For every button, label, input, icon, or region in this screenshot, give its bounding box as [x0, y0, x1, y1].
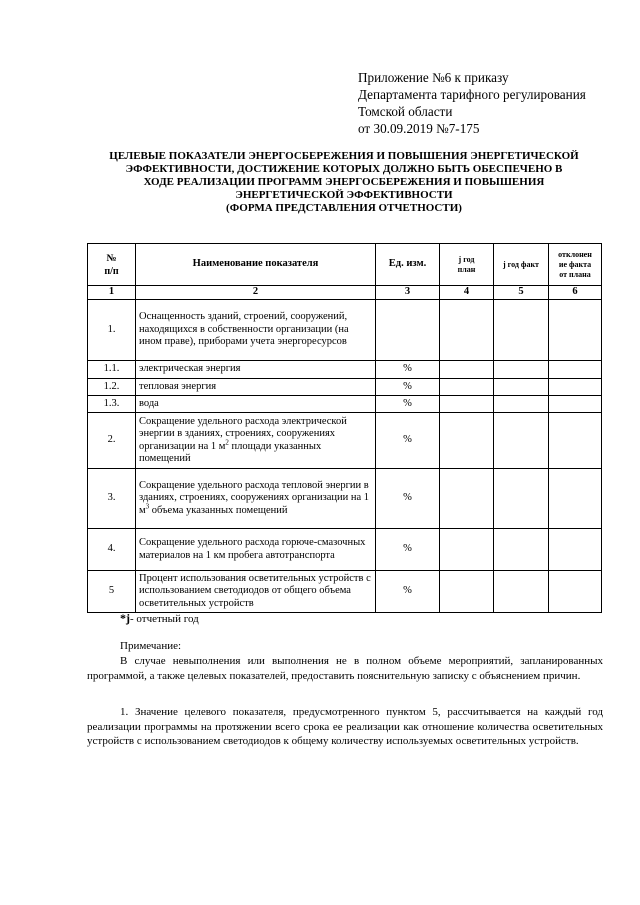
row-number: 1. [88, 300, 136, 361]
appendix-header-line-2: Департамента тарифного регулирования [358, 87, 586, 102]
indicator-name: Оснащенность зданий, строений, сооружений, находящихся в собственности организации (на ином праве), приборами учета энергоресурсов [136, 300, 376, 361]
table-header-row [88, 244, 602, 286]
header-num-line-2: п/п [104, 265, 119, 277]
plan-cell [440, 529, 494, 571]
column-number: 5 [494, 286, 549, 300]
deviation-cell [549, 469, 602, 529]
indicator-unit: % [376, 469, 440, 529]
document-title [80, 150, 608, 215]
header-plan-line-2: план [457, 264, 476, 274]
indicator-name-part: площади указанных помещений [139, 440, 322, 464]
table-row [88, 571, 602, 613]
table-row [88, 469, 602, 529]
table-row [88, 300, 602, 361]
column-number: 3 [376, 286, 440, 300]
row-number: 1.3. [88, 396, 136, 413]
table-row [88, 413, 602, 469]
indicators-table [87, 243, 602, 613]
indicator-unit: % [376, 529, 440, 571]
row-number: 4. [88, 529, 136, 571]
deviation-cell [549, 396, 602, 413]
appendix-header-line-3: Томской области [358, 104, 453, 119]
table-row [88, 379, 602, 396]
header-deviation-line-2: ие факта [558, 259, 592, 269]
row-number: 5 [88, 571, 136, 613]
row-number: 1.2. [88, 379, 136, 396]
footnote-mark: *j [120, 611, 130, 625]
title-line-3: ХОДЕ РЕАЛИЗАЦИИ ПРОГРАММ ЭНЕРГОСБЕРЕЖЕНИЯ И ПОВЫШЕНИЯ [143, 176, 545, 188]
fact-cell [494, 361, 549, 379]
indicator-name-part: Сокращение удельного расхода тепловой энергии в зданиях, строениях, сооружениях организации на 1 м [139, 479, 370, 516]
header-unit: Ед. изм. [376, 244, 440, 286]
header-num [88, 244, 136, 286]
appendix-header [358, 69, 628, 137]
header-deviation [549, 244, 602, 286]
fact-cell [494, 413, 549, 469]
indicator-unit [376, 300, 440, 361]
indicator-unit: % [376, 396, 440, 413]
deviation-cell [549, 529, 602, 571]
indicator-name: электрическая энергия [136, 361, 376, 379]
plan-cell [440, 361, 494, 379]
appendix-header-line-4: от 30.09.2019 №7-175 [358, 121, 480, 136]
indicator-name-part: Сокращение удельного расхода электрической энергии в зданиях, строениях, сооружениях организации на 1 м [139, 415, 347, 452]
title-line-2: ЭФФЕКТИВНОСТИ, ДОСТИЖЕНИЕ КОТОРЫХ ДОЛЖНО БЫТЬ ОБЕСПЕЧЕНО В [125, 163, 563, 175]
plan-cell [440, 396, 494, 413]
fact-cell [494, 529, 549, 571]
header-fact: j год факт [494, 244, 549, 286]
superscript: 2 [225, 438, 229, 446]
title-line-4: ЭНЕРГЕТИЧЕСКОЙ ЭФФЕКТИВНОСТИ [235, 189, 453, 201]
fact-cell [494, 571, 549, 613]
indicator-name [136, 469, 376, 529]
header-name: Наименование показателя [136, 244, 376, 286]
superscript: 3 [145, 502, 150, 511]
fact-cell [494, 469, 549, 529]
column-number: 4 [440, 286, 494, 300]
row-number: 2. [88, 413, 136, 469]
title-line-5: (ФОРМА ПРЕДСТАВЛЕНИЯ ОТЧЕТНОСТИ) [226, 202, 462, 214]
fact-cell [494, 396, 549, 413]
indicator-unit: % [376, 379, 440, 396]
indicator-name: вода [136, 396, 376, 413]
deviation-cell [549, 300, 602, 361]
indicator-name-part: объема указанных помещений [149, 504, 288, 516]
indicator-unit: % [376, 361, 440, 379]
plan-cell [440, 571, 494, 613]
column-number: 1 [88, 286, 136, 300]
table-row [88, 529, 602, 571]
table-row [88, 396, 602, 413]
deviation-cell [549, 361, 602, 379]
deviation-cell [549, 379, 602, 396]
header-deviation-line-3: от плана [559, 269, 591, 279]
note-label: Примечание: [120, 640, 182, 652]
deviation-cell [549, 571, 602, 613]
indicator-unit: % [376, 571, 440, 613]
plan-cell [440, 469, 494, 529]
plan-cell [440, 379, 494, 396]
footnote-text: - отчетный год [130, 613, 199, 625]
column-numbers-row [88, 286, 602, 300]
column-number: 6 [549, 286, 602, 300]
header-plan [440, 244, 494, 286]
indicator-name: тепловая энергия [136, 379, 376, 396]
plan-cell [440, 300, 494, 361]
indicator-name: Процент использования осветительных устройств с использованием светодиодов от общего объема осветительных устройств [136, 571, 376, 613]
header-deviation-line-1: отклонен [558, 249, 592, 259]
appendix-header-line-1: Приложение №6 к приказу [358, 70, 509, 85]
footnote [120, 611, 199, 626]
title-line-1: ЦЕЛЕВЫЕ ПОКАЗАТЕЛИ ЭНЕРГОСБЕРЕЖЕНИЯ И ПОВЫШЕНИЯ ЭНЕРГЕТИЧЕСКОЙ [109, 150, 579, 162]
header-plan-line-1: j год [458, 254, 475, 264]
header-num-line-1: № [106, 252, 117, 264]
row-number: 3. [88, 469, 136, 529]
note-text: В случае невыполнения или выполнения не в полном объеме мероприятий, запланированных программой, а также целевых показателей, предоставить пояснительную записку с объяснением причин. [87, 655, 603, 682]
fact-cell [494, 300, 549, 361]
plan-cell [440, 413, 494, 469]
deviation-cell [549, 413, 602, 469]
indicator-name [136, 413, 376, 469]
indicator-unit: % [376, 413, 440, 469]
column-number: 2 [136, 286, 376, 300]
indicator-name: Сокращение удельного расхода горюче-смазочных материалов на 1 км пробега автотранспорта [136, 529, 376, 571]
row-number: 1.1. [88, 361, 136, 379]
explanation-point-1: 1. Значение целевого показателя, предусмотренного пунктом 5, рассчитывается на каждый год реализации программы на протяжении всего срока ее реализации как отношение количества осветительных устройств с использованием светодиодов к общему количеству используемых осветительных устройств. [87, 706, 603, 747]
table-row [88, 361, 602, 379]
fact-cell [494, 379, 549, 396]
